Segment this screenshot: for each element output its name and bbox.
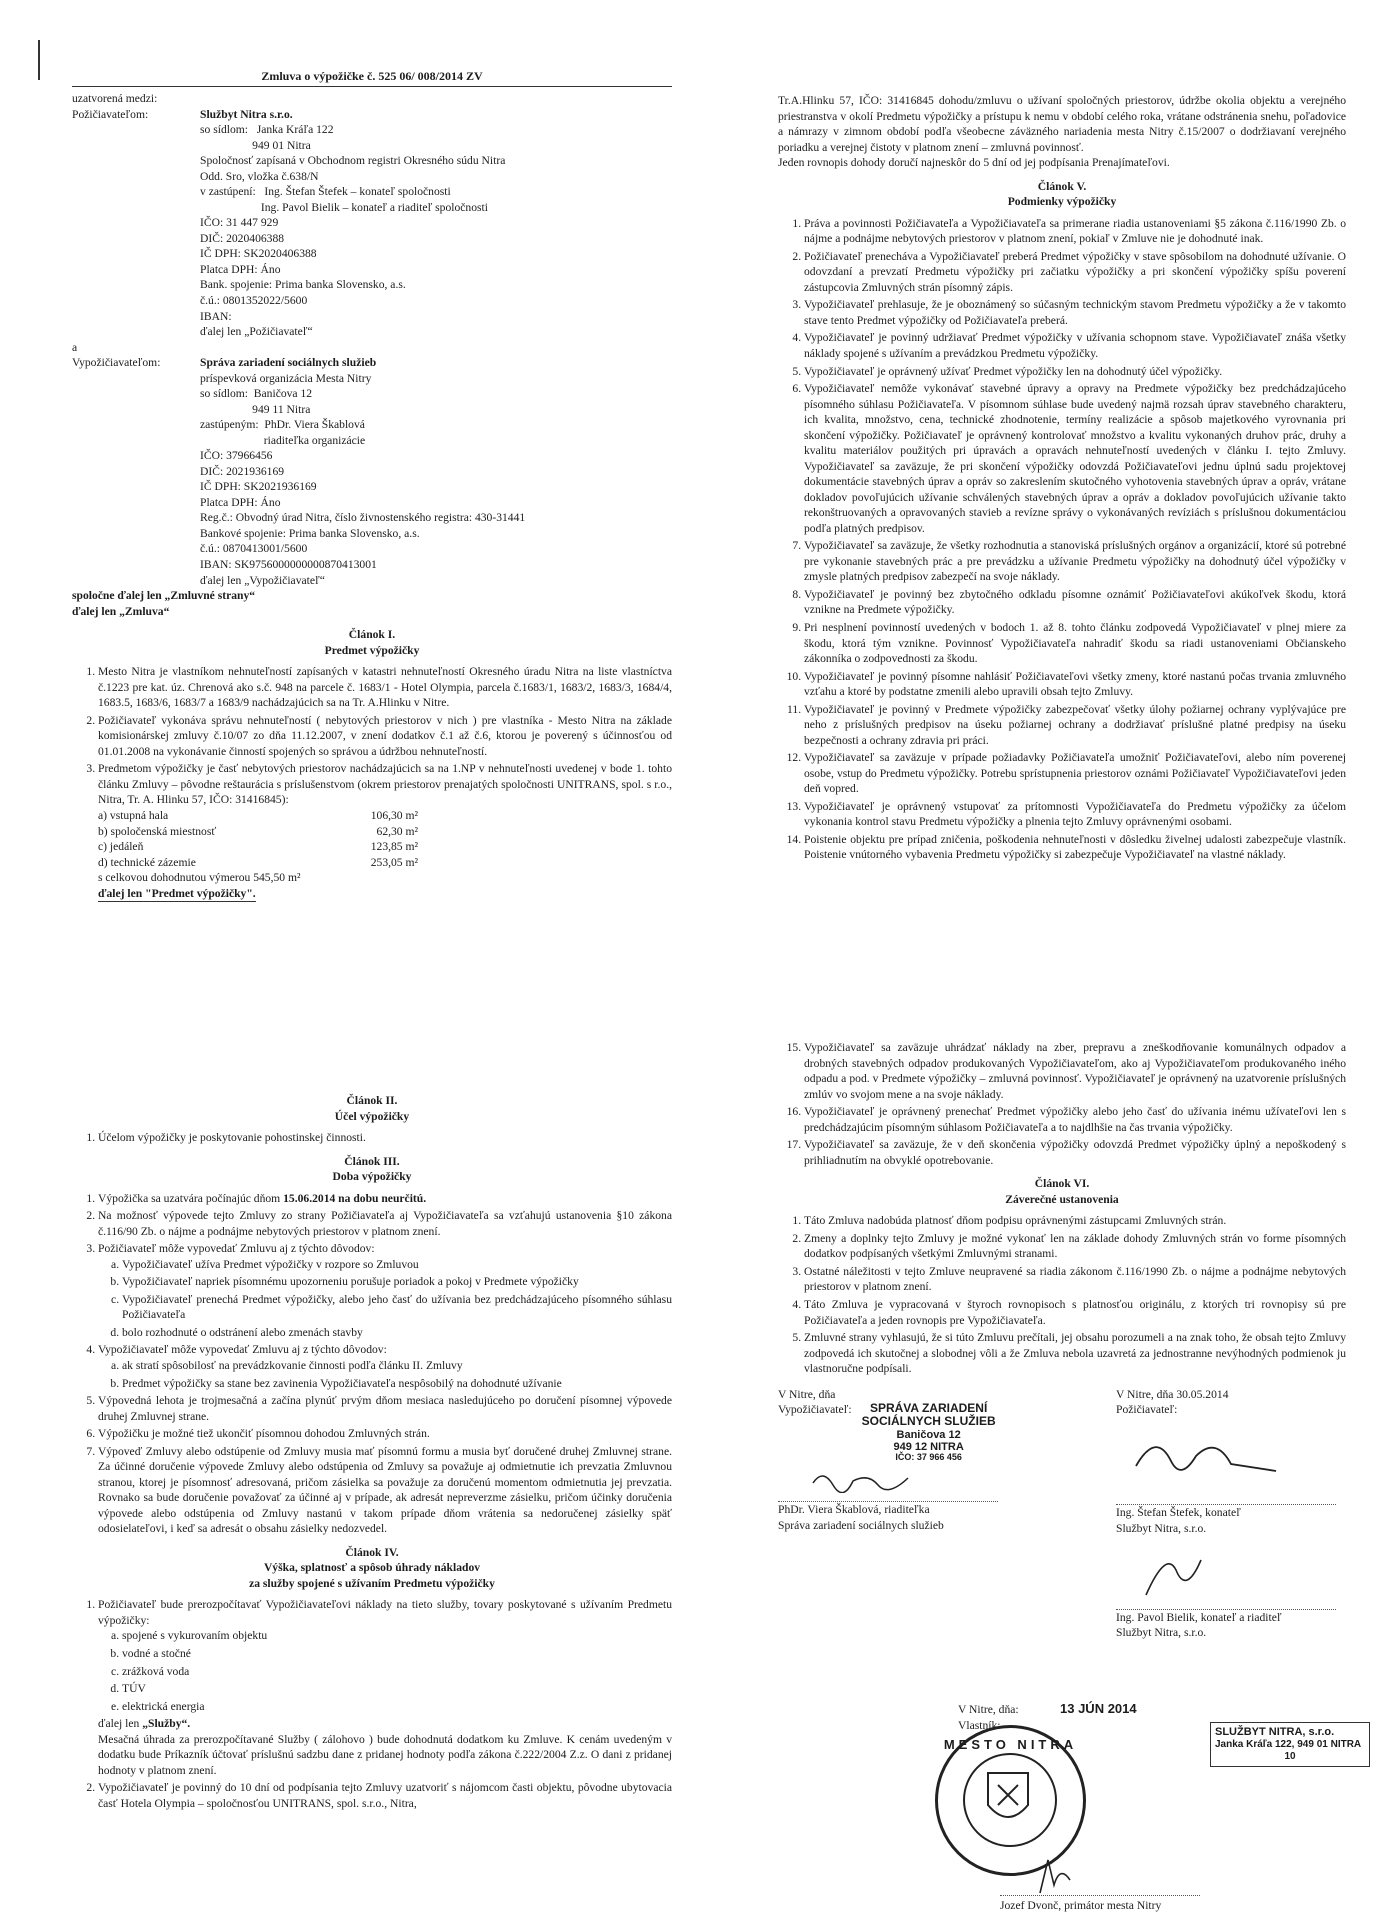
party1-line: v zastúpení: Ing. Štefan Štefek – konateľ spoločnosti	[200, 185, 451, 199]
sign-role: Požičiavateľ:	[1116, 1403, 1178, 1417]
space-area: 253,05 m²	[370, 855, 418, 869]
list-item: 2. Požičiavateľ prenecháva a Vypožičiavateľ preberá Predmet výpožičky v stave spôsobilom na dohodnuté užívanie. O odovzdaní a prevzatí Predmetu výpožičky pri začiatku výpožičky a pri skončení výpožičky spíšu poverení zástupcovia Zmluvných strán písomný zápis.	[804, 249, 1346, 296]
article-5-heading	[778, 179, 1346, 210]
sublist-item: b. Vypožičiavateľ napriek písomnému upozorneniu porušuje poriadok a pokoj v Predmete výpožičky	[122, 1274, 672, 1290]
party1-line: Spoločnosť zapísaná v Obchodnom registri Okresného súdu Nitra	[200, 154, 506, 168]
services-alias	[98, 1716, 672, 1732]
list-item	[98, 1597, 672, 1778]
sign-place: V Nitre, dňa	[778, 1387, 836, 1401]
service-item: b. vodné a stočné	[122, 1646, 672, 1662]
service-item: a. spojené s vykurovaním objektu	[122, 1628, 672, 1644]
space-name: b) spoločenská miestnosť	[98, 824, 217, 838]
list-item-text: Požičiavateľ môže vypovedať Zmluvu aj z týchto dôvodov:	[98, 1242, 375, 1256]
space-name: a) vstupná hala	[98, 808, 169, 822]
list-item: 6. Vypožičiavateľ nemôže vykonávať stavebné úpravy a opravy na Predmete výpožičky bez predchádzajúceho písomného súhlasu Požičiavateľa. V písomnom súhlase bude uvedený najmä rozsah úprav stavebného charakteru, ich kvalita, množstvo, cena, technické zhodnotenie, termíny realizácie a spôsob majetkového vyrovnania pri skončení výpožičky. Požičiavateľ je oprávnený kontrolovať množstvo a kvalitu vykonaných druhov prác, druhy a kvalitu materiálov použitých pri úpravách a opravách nehnuteľností uvedených v článku I. tejto Zmluvy. Vypožičiavateľ sa zaväzuje, že pri skončení výpožičky odovzdá Požičiavateľovi jednu úplnú sadu projektovej dokumentácie stavebných úprav a opráv so zakreslením skutočného vyhotovenia stavebných úprav a opráv, vrátane dokladov povoľujúcich užívanie schválených stavebných úprav a opráv a dokladov povoľujúcich užívanie takto rekonštruovaných a opravovaných stavieb a revízne správy o vykonávaných revíziách s príslušnou dokumentáciou podľa platných predpisov.	[804, 381, 1346, 536]
space-row	[98, 824, 418, 840]
list-item: 1. Účelom výpožičky je poskytovanie pohostinskej činnosti.	[98, 1130, 672, 1146]
article-subtitle: Podmienky výpožičky	[1007, 195, 1117, 209]
party1-line: so sídlom: Janka Kráľa 122	[200, 123, 334, 137]
party1-line: Odd. Sro, vložka č.638/N	[200, 169, 319, 183]
conjunction: a	[72, 340, 78, 354]
paragraph: Tr.A.Hlinku 57, IČO: 31416845 dohodu/zmluvu o užívaní spoločných priestorov, údržbe okolia objektu a verejného priestranstva v okolí Predmetu výpožičky a prístupu k nemu v období celého roka, vrátane odstránenia snehu, poľadovice a námrazy v zimnom období podľa všeobecne záväzného nariadenia mesta Nitry č.15/2007 o dodržiavaní verejného poriadku a verejnej čistoty v platnom znení – zmluvná povinnosť.	[778, 94, 1346, 154]
article-title: Článok V.	[1037, 179, 1087, 193]
contract-title: Zmluva o výpožičke č. 525 06/ 008/2014 ZV	[261, 69, 483, 83]
party1-label: Požičiavateľom:	[72, 107, 149, 121]
article-1-list	[72, 664, 672, 902]
article-4-heading	[72, 1545, 672, 1592]
signature-graphic	[1116, 1540, 1236, 1600]
article-5-list-cont	[778, 1040, 1346, 1168]
service-item: e. elektrická energia	[122, 1699, 672, 1715]
party1-line: č.ú.: 0801352022/5600	[200, 293, 308, 307]
city-seal	[935, 1725, 1086, 1876]
list-item: 14. Poistenie objektu pre prípad zničenia, poškodenia nehnuteľnosti v dôsledku živelnej udalosti zabezpečuje vlastník. Poistenie vnútorného vybavenia Predmetu výpožičky si zabezpečuje Vypožičiavateľ na vlastné náklady.	[804, 832, 1346, 863]
borrower-role-row	[778, 1402, 1038, 1462]
article-title: Článok III.	[344, 1154, 400, 1168]
intro: uzatvorená medzi:	[72, 92, 158, 106]
list-item	[98, 1342, 672, 1391]
page-1	[72, 68, 672, 960]
page-3	[72, 1085, 672, 1920]
party2-line: Platca DPH: Áno	[200, 495, 281, 509]
paragraph: Mesačná úhrada za prerozpočítavané Služby ( zálohovo ) bude dohodnutá dodatkom ku Zmluve. K cenám uvedeným v dodatku bude Príkazník účtovať príslušnú sadzbu dane z pridanej hodnoty podľa zákona č.222/2004 Z.z. O dani z pridanej hodnoty v platnom znení.	[98, 1732, 672, 1777]
party2-line: DIČ: 2021936169	[200, 464, 285, 478]
stamp-line: IČO: 37 966 456	[895, 1451, 962, 1462]
article-subtitle: Doba výpožičky	[332, 1170, 412, 1184]
stamp-line: Baničova 12	[896, 1428, 961, 1441]
list-item: 6. Výpožičku je možné tiež ukončiť písomnou dohodou Zmluvných strán.	[98, 1426, 672, 1442]
party2-line: č.ú.: 0870413001/5600	[200, 542, 308, 556]
seal-emblem	[963, 1753, 1057, 1847]
stamp-line: SOCIÁLNYCH SLUŽIEB	[861, 1414, 996, 1429]
list-item: 2. Požičiavateľ vykonáva správu nehnuteľností ( nebytových priestorov v nich ) pre vlastníka - Mesto Nitra na základe komisionárskej zmluvy č.10/07 zo dňa 11.12.2007, v znení dodatkov č.1 až č.6, ktorou je poverený s účinnosťou od 01.01.2008 na vykonávanie činností spojených so správou a údržbou nehnuteľností.	[98, 713, 672, 760]
list-item: 8. Vypožičiavateľ je povinný bez zbytočného odkladu písomne oznámiť Požičiavateľovi akúkoľvek škodu, ktorá vznikne na Predmete výpožičky.	[804, 587, 1346, 618]
page-2	[778, 93, 1346, 973]
list-item: 7. Vypožičiavateľ sa zaväzuje, že všetky rozhodnutia a stanoviská príslušných orgánov a organizácií, ktoré sú potrebné pre vykonanie stavebných prác a pre prevádzku a užívanie Predmetu výpožičky na dohodnutý účel výpožičky v zmysle platných predpisov zabezpečí na svoje náklady.	[804, 538, 1346, 585]
owner-role: Vlastník:	[958, 1719, 1001, 1732]
list-item: 5. Zmluvné strany vyhlasujú, že si túto Zmluvu prečítali, jej obsahu porozumeli a na znak toho, že obsah tejto Zmluvy zodpovedá ich skutočnej a slobodnej vôli a že Zmluva nebola uzavretá za jednostranne nevýhodných podmienok ju vlastnoručne podpísali.	[804, 1330, 1346, 1377]
party2-line: zastúpeným: PhDr. Viera Škablová	[200, 418, 365, 432]
paragraph: Jeden rovnopis dohody doručí najneskôr do 5 dní od jej podpísania Prenajímateľovi.	[778, 156, 1170, 170]
article-subtitle: Výška, splatnosť a spôsob úhrady nákladov	[263, 1561, 481, 1575]
signer-name: Ing. Pavol Bielik, konateľ a riaditeľ	[1116, 1610, 1282, 1624]
space-area: 62,30 m²	[376, 824, 418, 838]
party2-line: Správa zariadení sociálnych služieb	[200, 356, 377, 370]
article-subtitle: Predmet výpožičky	[324, 643, 420, 657]
list-item-text: Výpožička sa uzatvára počínajúc dňom	[98, 1191, 284, 1205]
article-2-list	[72, 1130, 672, 1146]
party2-line: 949 11 Nitra	[200, 402, 311, 416]
list-item: 9. Pri nesplnení povinností uvedených v bodoch 1. až 8. tohto článku zodpovedá Vypožičiavateľ v plnej miere za škodu, ktorá tým vznikne. Povinnosť Vypožičiavateľa nahradiť škodu sa riadi ustanoveniami Občianskeho zákonníka o zodpovednosti za škodu.	[804, 620, 1346, 667]
article-title: Článok II.	[346, 1094, 398, 1107]
owner-name: Jozef Dvonč, primátor mesta Nitry	[1000, 1899, 1162, 1912]
party1-line: IBAN:	[200, 309, 232, 323]
list-item: 16. Vypožičiavateľ je oprávnený prenechať Predmet výpožičky alebo jeho časť do užívania inému užívateľovi len s predchádzajúcim písomným súhlasom Požičiavateľa a to najdlhšie na čas trvania výpožičky.	[804, 1104, 1346, 1135]
article-title: Článok IV.	[345, 1545, 399, 1559]
signature-graphic	[1030, 1855, 1090, 1895]
alias-pre: ďalej len	[98, 1717, 143, 1731]
date-stamp: 13 JÚN 2014	[1060, 1701, 1137, 1716]
party2-details	[200, 355, 672, 588]
total-area: s celkovou dohodnutou výmerou 545,50 m²	[98, 871, 301, 885]
subject-alias: ďalej len "Predmet výpožičky".	[98, 886, 256, 903]
list-item: 11. Vypožičiavateľ je povinný v Predmete výpožičky zabezpečovať všetky úlohy požiarnej ochrany vyplývajúce pre neho z príslušných predpisov na úseku požiarnej ochrany a dodržiavať príslušné platné predpisy na úseku bezpečnosti a ochrany zdravia pri práci.	[804, 702, 1346, 749]
sublist-item: b. Predmet výpožičky sa stane bez zavinenia Vypožičiavateľa nespôsobilý na dohodnuté užívanie	[122, 1376, 672, 1392]
lender-signature-block	[1116, 1387, 1346, 1641]
sublist-item: d. bolo rozhodnuté o odstránení alebo zmenách stavby	[122, 1325, 672, 1341]
alias-bold: „Služby“.	[142, 1717, 191, 1731]
list-item: 2. Vypožičiavateľ je povinný do 10 dní od podpísania tejto Zmluvy uzatvoriť s nájomcom časti objektu, pôvodne ubytovacia časť Hotela Olympia – spoločnosťou UNITRANS, spol. s.r.o., Nitra,	[98, 1780, 672, 1811]
party1-line: ďalej len „Požičiavateľ“	[200, 325, 313, 339]
list-item-text: Predmetom výpožičky je časť nebytových priestorov nachádzajúcich sa na 1.NP v nehnuteľnosti uvedenej v bode 1. tohto článku Zmluvy – pôvodne reštaurácia s príslušenstvom (okrem priestorov prenajatých spoločnosti UNITRANS, spol. s r.o., Nitra, Tr. A. Hlinku 57, IČO: 31416845):	[98, 762, 672, 807]
article-1-heading	[72, 627, 672, 658]
party2-line: IBAN: SK9756000000000870413001	[200, 558, 377, 572]
list-item: 1. Mesto Nitra je vlastníkom nehnuteľností zapísaných v katastri nehnuteľností Okresného úradu Nitra na liste vlastníctva č.1223 pre kat. úz. Chrenová ako s.č. 948 na parcele č. 1683/1 - Hotel Olympia, parcela č.1683/1, 1683/2, 1683/3, 1684/4, 1683.5, 1683/6, 1683/7 a 1683/9 nachádzajúcich sa na Tr. A.Hlinku v Nitre.	[98, 664, 672, 711]
list-item: 10. Vypožičiavateľ je povinný písomne nahlásiť Požičiavateľovi všetky zmeny, ktoré nastanú počas trvania zmluvného vzťahu a ktoré by podstatne zmenili alebo upravili obsah tejto Zmluvy.	[804, 669, 1346, 700]
service-item: c. zrážková voda	[122, 1664, 672, 1680]
signature-graphic	[1116, 1426, 1286, 1496]
party1-line: IČO: 31 447 929	[200, 216, 279, 230]
coat-of-arms-icon	[965, 1755, 1051, 1841]
party1-line: IČ DPH: SK2020406388	[200, 247, 317, 261]
stamp-line: SLUŽBYT NITRA, s.r.o.	[1215, 1726, 1335, 1738]
list-item: 1. Práva a povinnosti Požičiavateľa a Vypožičiavateľa sa primerane riadia ustanoveniami §5 zákona č.116/1990 Zb. o nájme a podnájme nebytových priestorov v platnom znení, pokiaľ v Zmluve nie je dohodnuté inak.	[804, 216, 1346, 247]
party1-details	[200, 107, 672, 340]
list-item	[98, 1241, 672, 1340]
party2-line: IČ DPH: SK2021936169	[200, 480, 317, 494]
signature-graphic	[808, 1463, 928, 1493]
organization-stamp	[862, 1402, 996, 1462]
space-row	[98, 808, 418, 824]
stamp-line: SPRÁVA ZARIADENÍ	[869, 1401, 988, 1416]
list-item	[98, 761, 672, 902]
borrower-signature-block	[778, 1387, 1038, 1641]
list-item: 5. Vypožičiavateľ je oprávnený užívať Predmet výpožičky len na dohodnutý účel výpožičky.	[804, 364, 1346, 380]
sublist-item: a. ak stratí spôsobilosť na prevádzkovanie činnosti podľa článku II. Zmluvy	[122, 1358, 672, 1374]
party2-line: Reg.č.: Obvodný úrad Nitra, číslo živnostenského registra: 430-31441	[200, 511, 526, 525]
space-row	[98, 855, 418, 871]
list-item: 4. Táto Zmluva je vypracovaná v štyroch rovnopisoch s platnosťou originálu, z ktorých tri rovnopisy sú pre Požičiavateľa a jeden rovnopis pre Vypožičiavateľa.	[804, 1297, 1346, 1328]
sublist	[98, 1257, 672, 1341]
list-item: 17. Vypožičiavateľ sa zaväzuje, že v deň skončenia výpožičky odovzdá Predmet výpožičky úplný a nepoškodený s prihliadnutím na obvyklé opotrebovanie.	[804, 1137, 1346, 1168]
article-4-list	[72, 1597, 672, 1811]
list-item: 15. Vypožičiavateľ sa zaväzuje uhrádzať náklady na zber, prepravu a zneškodňovanie komunálnych odpadov a drobných stavebných odpadov produkovaných Vypožičiavateľom, ako aj Vypožičiavateľom produkovaného iného odpadu a pod. v Predmete výpožičky – zmluvná povinnosť. Vypožičiavateľ je oprávnený na uzatvorenie príslušných zmlúv vo svojom mene a na svoje náklady.	[804, 1040, 1346, 1102]
article-6-heading	[778, 1176, 1346, 1207]
space-name: d) technické zázemie	[98, 855, 196, 869]
space-row	[98, 839, 418, 855]
signer-org: Správa zariadení sociálnych služieb	[778, 1518, 944, 1532]
party2	[72, 355, 672, 588]
article-subtitle: Účel výpožičky	[334, 1109, 410, 1123]
list-item: 3. Ostatné náležitosti v tejto Zmluve neupravené sa riadia zákonom č.116/1990 Zb. o nájme a podnájme nebytových priestorov v platnom znení.	[804, 1264, 1346, 1295]
space-area: 106,30 m²	[370, 808, 418, 822]
space-name: c) jedáleň	[98, 840, 144, 854]
party1-line: Bank. spojenie: Prima banka Slovensko, a.s.	[200, 278, 406, 292]
list-item: 3. Vypožičiavateľ prehlasuje, že je oboznámený so súčasným technickým stavom Predmetu výpožičky a že v takomto stave tento Predmet výpožičky od Požičiavateľa preberá.	[804, 297, 1346, 328]
party1-line: DIČ: 2020406388	[200, 231, 285, 245]
party1-line: Platca DPH: Áno	[200, 262, 281, 276]
list-item-text: Požičiavateľ bude prerozpočítavať Vypožičiavateľovi náklady na tieto služby, tovary poskytované s užívaním Predmetu výpožičky:	[98, 1598, 672, 1627]
list-item: 7. Výpoveď Zmluvy alebo odstúpenie od Zmluvy musia mať písomnú formu a musia byť doručené druhej Zmluvnej strane. Za účinné doručenie výpovede Zmluvy alebo odstúpenia od Zmluvy sa považuje aj odmietnutie ich prevzatia Zmluvnou stranou, ktorej je písomnosť adresovaná, pričom zásielka sa považuje za doručenú momentom odmietnutia jej prevzatia. Rovnako sa bude doručenie považovať za účinné aj v prípade, ak adresát nepreverzme zásielku, pričom účinky doručenia výpovede alebo odstúpenia od Zmluvy nastanú v takom prípade dňom vrátenia sa nedoručenej zásielky späť odosielateľovi, i keď sa adresát o obsahu zásielky nedozvedel.	[98, 1444, 672, 1537]
list-item: 13. Vypožičiavateľ je oprávnený vstupovať za prítomnosti Vypožičiavateľa do Predmetu výpožičky za účelom vykonania kontrol stavu Predmetu výpožičky a plnenia tejto Zmluvy oprávnenými osobami.	[804, 799, 1346, 830]
stamp-line: 949 12 NITRA	[893, 1440, 964, 1453]
sign-role: Vypožičiavateľ:	[778, 1403, 852, 1417]
joint-alias: spoločne ďalej len „Zmluvné strany“	[72, 589, 256, 603]
list-item-text: Vypožičiavateľ môže vypovedať Zmluvu aj z týchto dôvodov:	[98, 1343, 387, 1357]
list-item	[98, 1191, 672, 1207]
seal-text: MESTO NITRA	[943, 1737, 1078, 1752]
signature-row	[778, 1387, 1346, 1641]
party1	[72, 107, 672, 340]
article-subtitle: Záverečné ustanovenia	[1005, 1192, 1119, 1206]
party2-line: Bankové spojenie: Prima banka Slovensko, a.s.	[200, 526, 420, 540]
party2-line: IČO: 37966456	[200, 449, 273, 463]
sublist	[98, 1358, 672, 1391]
list-item: 12. Vypožičiavateľ sa zaväzuje v prípade požiadavky Požičiavateľa umožniť Požičiavateľovi, alebo ním poverenej osobe, vstup do Predmetu výpožičky. Potrebu sprístupnenia priestorov oznámi Požičiavateľ Vypožičiavateľovi jeden deň vopred.	[804, 750, 1346, 797]
company-stamp	[1210, 1722, 1370, 1767]
joint-alias: ďalej len „Zmluva“	[72, 604, 170, 618]
scan-mark	[38, 40, 40, 80]
article-title: Článok I.	[348, 628, 396, 642]
signer-org: Službyt Nitra, s.r.o.	[1116, 1521, 1207, 1535]
party2-line: riaditeľka organizácie	[200, 433, 366, 447]
list-item: 2. Na možnosť výpovede tejto Zmluvy zo strany Požičiavateľa aj Vypožičiavateľa sa vzťahujú ustanovenia §10 zákona č.116/90 Zb. o nájme a podnájme nebytových priestorov v platnom znení.	[98, 1208, 672, 1239]
article-2-heading	[72, 1093, 672, 1124]
party2-line: príspevková organizácia Mesta Nitry	[200, 371, 372, 385]
sublist-item: c. Vypožičiavateľ prenechá Predmet výpožičky, alebo jeho časť do užívania bez predchádzajúceho písomného súhlasu Požičiavateľa	[122, 1292, 672, 1323]
article-title: Článok VI.	[1034, 1177, 1090, 1191]
service-item: d. TÚV	[122, 1681, 672, 1697]
article-6-list	[778, 1213, 1346, 1376]
list-item: 2. Zmeny a doplnky tejto Zmluvy je možné vykonať len na základe dohody Zmluvných strán vo forme písomných dodatkov podpísaných všetkými Zmluvnými stranami.	[804, 1231, 1346, 1262]
article-5-list	[778, 216, 1346, 863]
sign-place: V Nitre, dňa 30.05.2014	[1116, 1387, 1229, 1401]
party2-line: so sídlom: Baničova 12	[200, 387, 313, 401]
list-item: 4. Vypožičiavateľ je povinný udržiavať Predmet výpožičky v užívania schopnom stave. Vypožičiavateľ znáša všetky náklady spojené s užívaním a prevádzkou Predmetu výpožičky.	[804, 330, 1346, 361]
article-3-heading	[72, 1154, 672, 1185]
signer-name: Ing. Štefan Štefek, konateľ	[1116, 1506, 1241, 1520]
party1-line: Ing. Pavol Bielik – konateľ a riaditeľ spoločnosti	[200, 200, 488, 214]
party2-label: Vypožičiavateľom:	[72, 356, 161, 370]
services-list	[98, 1628, 672, 1714]
party1-line: 949 01 Nitra	[200, 138, 311, 152]
stamp-line: 10	[1284, 1751, 1296, 1763]
title-rule	[72, 86, 672, 87]
article-subtitle: za služby spojené s užívaním Predmetu výpožičky	[249, 1576, 495, 1590]
party2-line: ďalej len „Vypožičiavateľ“	[200, 573, 325, 587]
signer-org: Službyt Nitra, s.r.o.	[1116, 1626, 1207, 1640]
list-item: 1. Táto Zmluva nadobúda platnosť dňom podpisu oprávnenými zástupcami Zmluvných strán.	[804, 1213, 1346, 1229]
sublist-item: a. Vypožičiavateľ užíva Predmet výpožičky v rozpore so Zmluvou	[122, 1257, 672, 1273]
article-3-list	[72, 1191, 672, 1537]
stamp-line: Janka Kráľa 122, 949 01 NITRA	[1215, 1739, 1362, 1751]
space-area: 123,85 m²	[370, 840, 418, 854]
signature-line	[1000, 1895, 1200, 1896]
signer-name: PhDr. Viera Škablová, riaditeľka	[778, 1503, 930, 1517]
term-bold: 15.06.2014 na dobu neurčitú.	[283, 1191, 427, 1205]
owner-place: V Nitre, dňa:	[958, 1703, 1019, 1716]
party1-line: Službyt Nitra s.r.o.	[200, 107, 293, 121]
list-item: 5. Výpovedná lehota je trojmesačná a začína plynúť prvým dňom mesiaca nasledujúceho po doručení písomnej výpovede druhej Zmluvnej strane.	[98, 1393, 672, 1424]
